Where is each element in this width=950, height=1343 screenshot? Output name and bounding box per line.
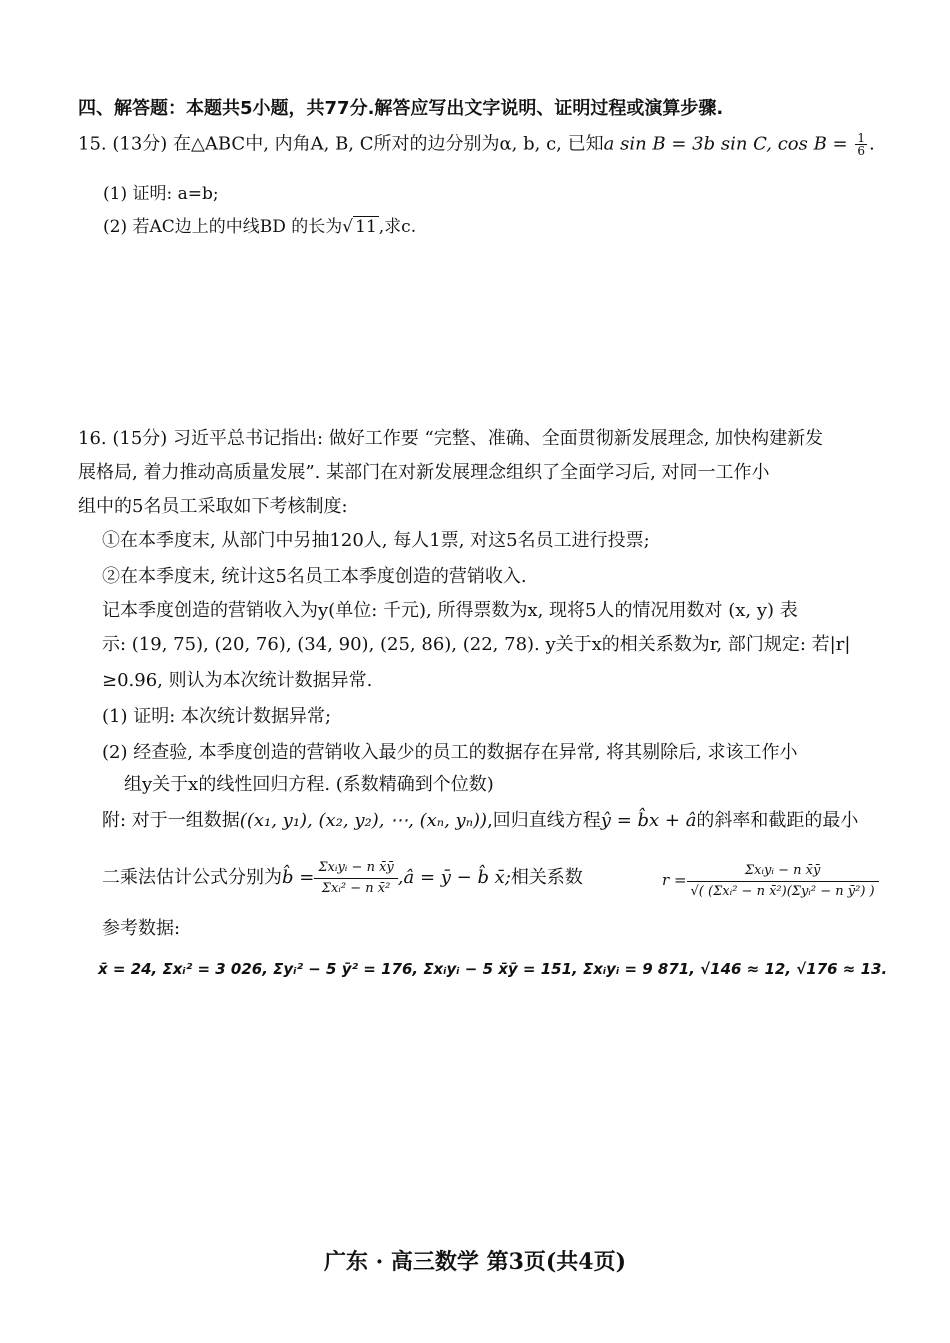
b-hat-denominator: Σxᵢ² − n x̄² bbox=[321, 880, 391, 896]
q16-item2: ②在本季度末, 统计这5名员工本季度创造的营销收入. bbox=[102, 566, 527, 587]
section-title: 四、解答题：本题共5小题，共77分.解答应写出文字说明、证明过程或演算步骤. bbox=[78, 98, 724, 119]
q16-line6: ≥0.96, 则认为本次统计数据异常. bbox=[102, 670, 373, 691]
q15-part1: (1) 证明: a=b; bbox=[103, 184, 219, 204]
q16-line2: 展格局, 着力推动高质量发展”. 某部门在对新发展理念组织了全面学习后, 对同一工作小 bbox=[78, 462, 770, 483]
q15-stem bbox=[78, 132, 875, 157]
q16-line3: 组中的5名员工采取如下考核制度: bbox=[78, 496, 348, 517]
q16-part2b: 组y关于x的线性回归方程. (系数精确到个位数) bbox=[124, 774, 494, 795]
page-footer: 广东 · 高三数学 第3页(共4页) bbox=[323, 1249, 627, 1275]
q15-intro: 15. (13分) 在△ABC中, 内角A, B, C所对的边分别为α, b, c, 已知 bbox=[78, 133, 604, 155]
q15-part2-tail: ,求c. bbox=[378, 217, 417, 237]
q15-part2-text: (2) 若AC边上的中线BD 的长为 bbox=[103, 217, 343, 237]
regression-equation: ŷ = b̂x + â bbox=[600, 810, 697, 831]
q16-part2a: (2) 经查验, 本季度创造的营销收入最少的员工的数据存在异常, 将其剔除后, 求该工作小 bbox=[102, 742, 798, 763]
r-denominator: √( (Σxᵢ² − n x̄²)(Σyᵢ² − n ȳ²) ) bbox=[690, 883, 875, 899]
q15-cos-fraction bbox=[855, 132, 867, 157]
q15-cos-numerator: 1 bbox=[857, 131, 865, 145]
r-numerator: Σxᵢyᵢ − n x̄ȳ bbox=[687, 863, 879, 882]
appendix-tail: 的斜率和截距的最小 bbox=[696, 810, 859, 831]
r-label: r = bbox=[662, 871, 687, 889]
r-fraction bbox=[687, 863, 879, 900]
correlation-label: 相关系数 bbox=[510, 867, 583, 888]
q15-part2-radicand: 11 bbox=[355, 217, 377, 237]
sqrt-sign: √ bbox=[342, 217, 354, 237]
q15-condition: a sin B = 3b sin C, cos B = bbox=[603, 133, 854, 155]
q16-part1: (1) 证明: 本次统计数据异常; bbox=[102, 706, 332, 727]
q16-line4: 记本季度创造的营销收入为y(单位: 千元), 所得票数为x, 现将5人的情况用数对 (x, y) 表 bbox=[102, 600, 798, 621]
q16-appendix-line1 bbox=[102, 810, 858, 832]
q15-cos-denominator: 6 bbox=[857, 144, 865, 158]
appendix-data-set: ((x₁, y₁), (x₂, y₂), ⋯, (xₙ, yₙ)) bbox=[239, 810, 488, 831]
ref-data: x̄ = 24, Σxᵢ² = 3 026, Σyᵢ² − 5 ȳ² = 176, Σxᵢyᵢ − 5 x̄ȳ = 151, Σxᵢyᵢ = 9 871, √146 ≈ 12, √176 ≈ 13. bbox=[98, 960, 888, 978]
appendix-intro: 附: 对于一组数据 bbox=[102, 810, 240, 831]
q15-period: . bbox=[869, 133, 875, 155]
b-hat-fraction bbox=[314, 860, 397, 897]
q16-item1: ①在本季度末, 从部门中另抽120人, 每人1票, 对这5名员工进行投票; bbox=[102, 530, 650, 551]
q16-appendix-line2 bbox=[102, 848, 583, 908]
q15-part2 bbox=[103, 216, 416, 238]
b-hat-label: b̂ = bbox=[282, 867, 315, 888]
ref-title: 参考数据: bbox=[102, 918, 181, 939]
a-hat-formula: ,â = ȳ − b̂ x̄; bbox=[397, 867, 511, 888]
q16-line5: 示: (19, 75), (20, 76), (34, 90), (25, 86), (22, 78). y关于x的相关系数为r, 部门规定: 若|r| bbox=[102, 634, 851, 655]
b-hat-numerator: Σxᵢyᵢ − n x̄ȳ bbox=[314, 860, 397, 879]
q16-line1: 16. (15分) 习近平总书记指出: 做好工作要 “完整、准确、全面贯彻新发展理念, 加快构建新发 bbox=[78, 428, 824, 449]
appendix-mid: ,回归直线方程 bbox=[487, 810, 601, 831]
r-formula bbox=[662, 848, 879, 912]
appendix-formula-intro: 二乘法估计公式分别为 bbox=[102, 867, 282, 888]
